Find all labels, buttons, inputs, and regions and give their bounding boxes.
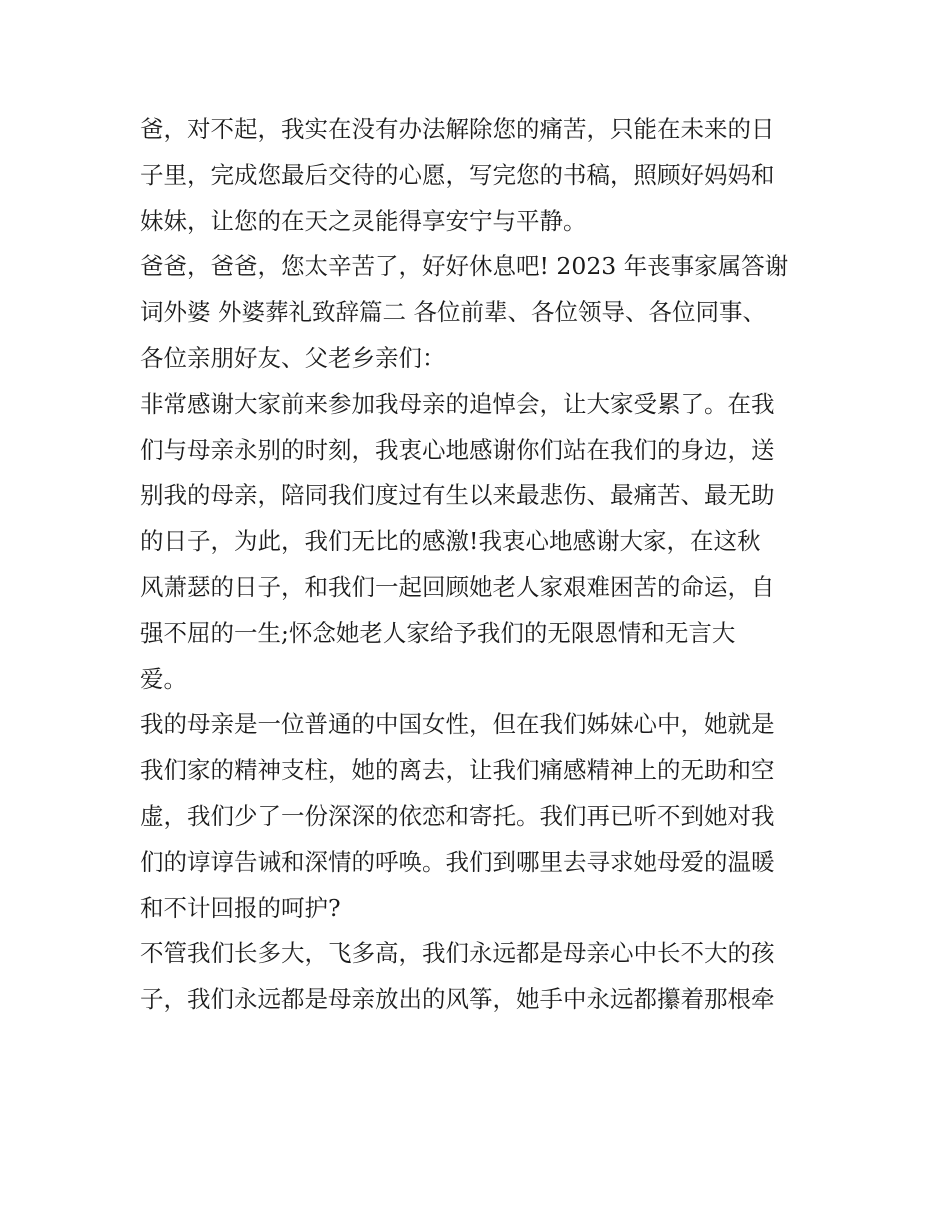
paragraph: [140, 244, 820, 381]
text-line: 各位亲朋好友、父老乡亲们：: [140, 343, 446, 372]
text-line: 爸爸，爸爸，您太辛苦了，好好休息吧! 2023 年丧事家属答谢: [140, 252, 789, 281]
text-line: 爱。: [140, 664, 187, 693]
text-line: 非常感谢大家前来参加我母亲的追悼会，让大家受累了。在我: [140, 389, 775, 418]
text-line: 强不屈的一生;怀念她老人家给予我们的无限恩情和无言大: [140, 618, 736, 647]
text-line: 别我的母亲，陪同我们度过有生以来最悲伤、最痛苦、最无助: [140, 481, 775, 510]
text-line: 爸，对不起，我实在没有办法解除您的痛苦，只能在未来的日: [140, 115, 775, 143]
text-line: 我的母亲是一位普通的中国女性，但在我们姊妹心中，她就是: [140, 710, 775, 739]
text-line: 的日子，为此，我们无比的感激!我衷心地感谢大家，在这秋: [140, 527, 761, 556]
text-line: 不管我们长多大，飞多高，我们永远都是母亲心中长不大的孩: [140, 939, 775, 968]
text-line: 我们家的精神支柱，她的离去，让我们痛感精神上的无助和空: [140, 756, 775, 785]
text-line: 和不计回报的呵护?: [140, 893, 341, 922]
text-line: 子，我们永远都是母亲放出的风筝，她手中永远都攥着那根牵: [140, 985, 775, 1014]
paragraph: [140, 702, 820, 931]
text-line: 虚，我们少了一份深深的依恋和寄托。我们再已听不到她对我: [140, 801, 775, 830]
text-line: 子里，完成您最后交待的心愿，写完您的书稿，照顾好妈妈和: [140, 160, 775, 189]
text-line: 妹妹，让您的在天之灵能得享安宁与平静。: [140, 206, 587, 235]
paragraph: [140, 931, 820, 1023]
text-line: 们的谆谆告诫和深情的呼唤。我们到哪里去寻求她母爱的温暖: [140, 847, 775, 876]
paragraph: [140, 107, 820, 244]
text-line: 风萧瑟的日子，和我们一起回顾她老人家艰难困苦的命运，自: [140, 572, 775, 601]
text-line: 词外婆 外婆葬礼致辞篇二 各位前辈、各位领导、各位同事、: [140, 298, 766, 327]
document-body: [140, 107, 820, 1023]
paragraph: [140, 382, 820, 703]
text-line: 们与母亲永别的时刻，我衷心地感谢你们站在我们的身边，送: [140, 435, 775, 464]
